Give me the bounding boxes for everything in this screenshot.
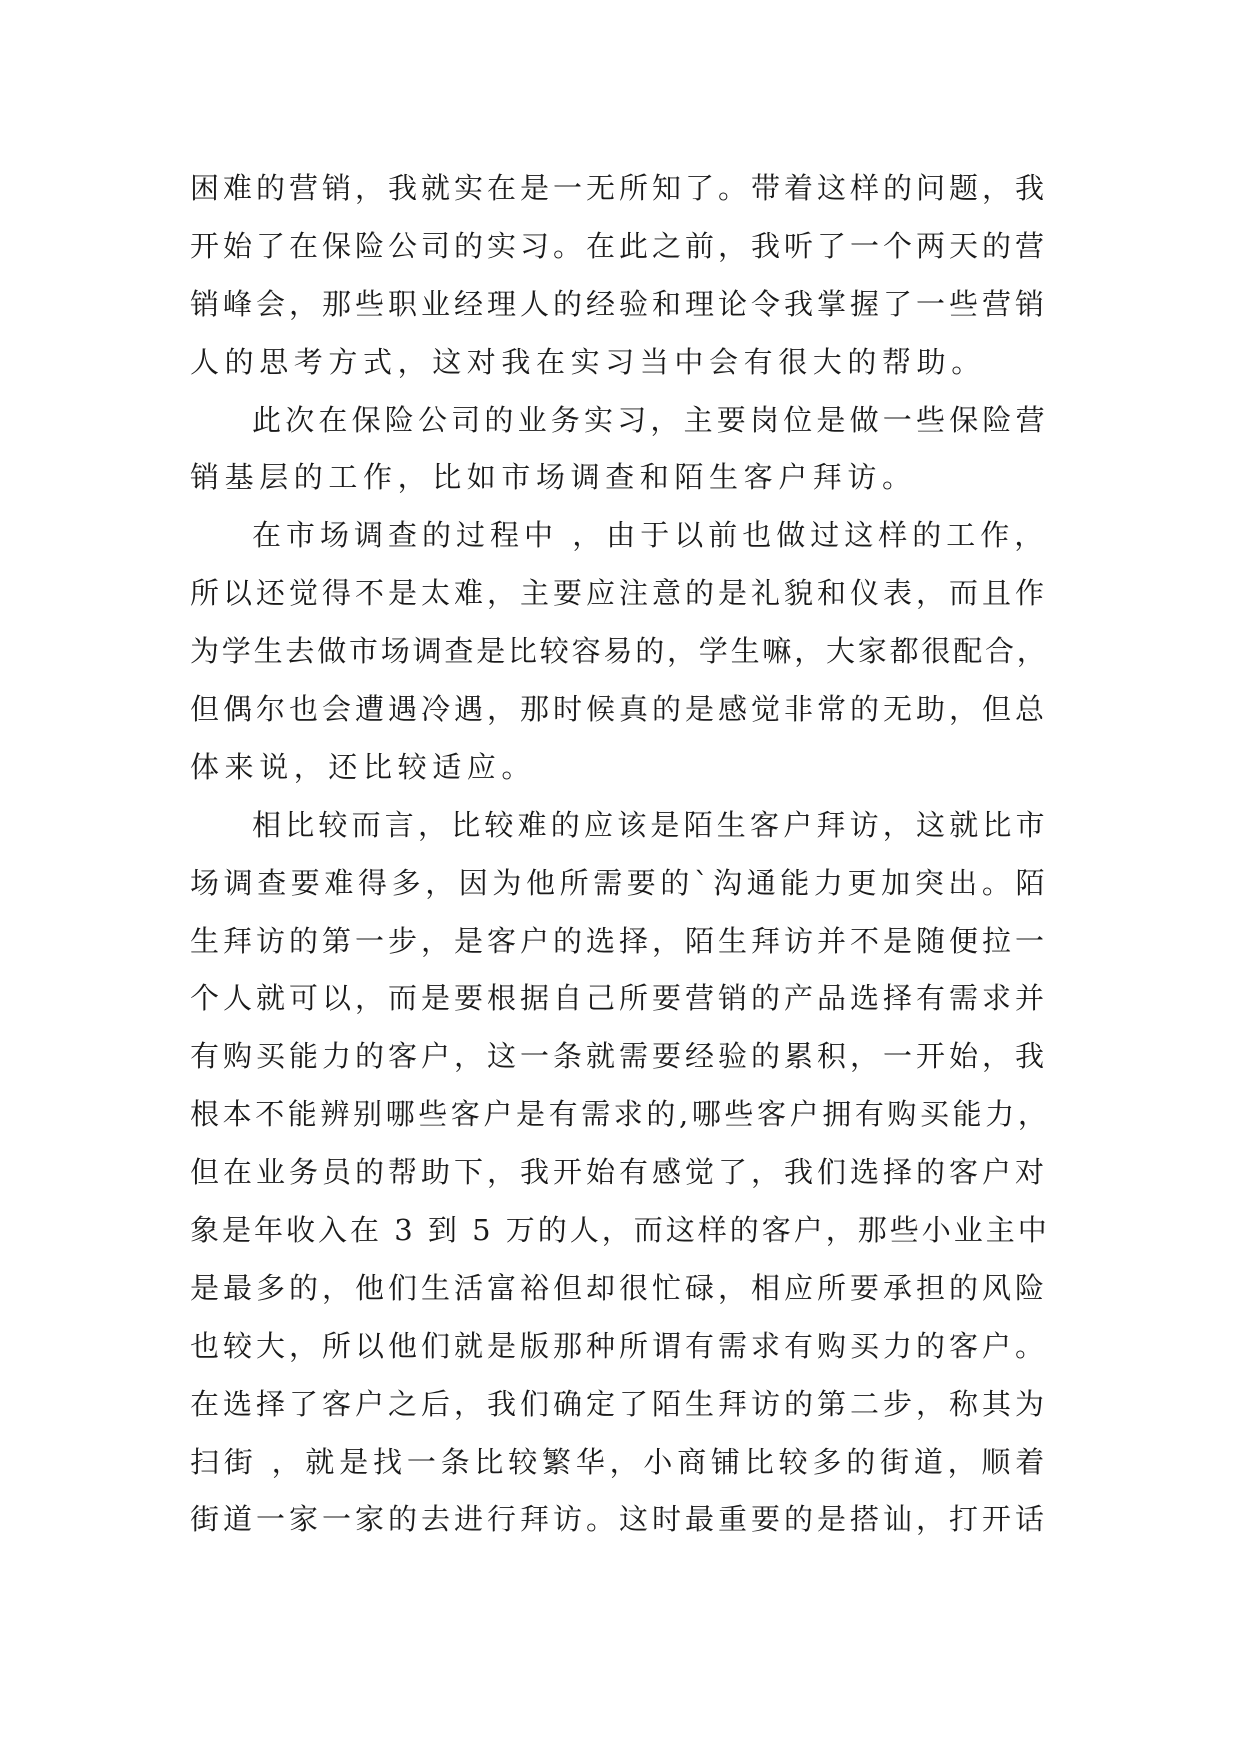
text-line: 人的思考方式，这对我在实习当中会有很大的帮助。 [190,344,986,379]
text-line: 生拜访的第一步，是客户的选择，陌生拜访并不是随便拉一 [190,923,1049,958]
body-text [190,160,1050,1549]
text-line: 开始了在保险公司的实习。在此之前，我听了一个两天的营 [190,228,1049,263]
text-line: 为学生去做市场调查是比较容易的，学生嘛，大家都很配合， [190,634,1049,669]
text-line: 在市场调查的过程中 ，由于以前也做过这样的工作， [252,518,1049,553]
text-line: 所以还觉得不是太难，主要应注意的是礼貌和仪表，而且作 [190,576,1049,611]
text-line: 是最多的，他们生活富裕但却很忙碌，相应所要承担的风险 [190,1270,1049,1305]
text-line: 扫街 ，就是找一条比较繁华，小商铺比较多的街道，顺着 [190,1444,1050,1479]
text-line: 销峰会，那些职业经理人的经验和理论令我掌握了一些营销 [190,286,1049,321]
text-line: 也较大，所以他们就是版那种所谓有需求有购买力的客户。 [190,1328,1049,1363]
text-line: 困难的营销，我就实在是一无所知了。带着这样的问题，我 [190,171,1049,205]
text-line: 在选择了客户之后，我们确定了陌生拜访的第二步，称其为 [190,1386,1049,1421]
text-line: 象是年收入在 3 到 5 万的人，而这样的客户，那些小业主中 [190,1213,1050,1248]
text-line: 街道一家一家的去进行拜访。这时最重要的是搭讪，打开话 [190,1502,1049,1537]
text-line: 场调查要难得多，因为他所需要的`沟通能力更加突出。陌 [190,865,1050,900]
text-line: 有购买能力的客户，这一条就需要经验的累积，一开始，我 [190,1039,1049,1074]
text-line: 根本不能辨别哪些客户是有需求的,哪些客户拥有购买能力， [190,1097,1051,1132]
text-line: 销基层的工作，比如市场调查和陌生客户拜访。 [190,460,917,495]
text-line: 但在业务员的帮助下，我开始有感觉了，我们选择的客户对 [190,1155,1049,1190]
text-line: 相比较而言，比较难的应该是陌生客户拜访，这就比市 [252,807,1049,842]
text-line: 个人就可以，而是要根据自己所要营销的产品选择有需求并 [190,981,1049,1016]
text-line: 此次在保险公司的业务实习，主要岗位是做一些保险营 [252,402,1049,437]
text-line: 但偶尔也会遭遇冷遇，那时候真的是感觉非常的无助，但总 [190,692,1049,727]
text-line: 体来说，还比较适应。 [190,749,537,784]
